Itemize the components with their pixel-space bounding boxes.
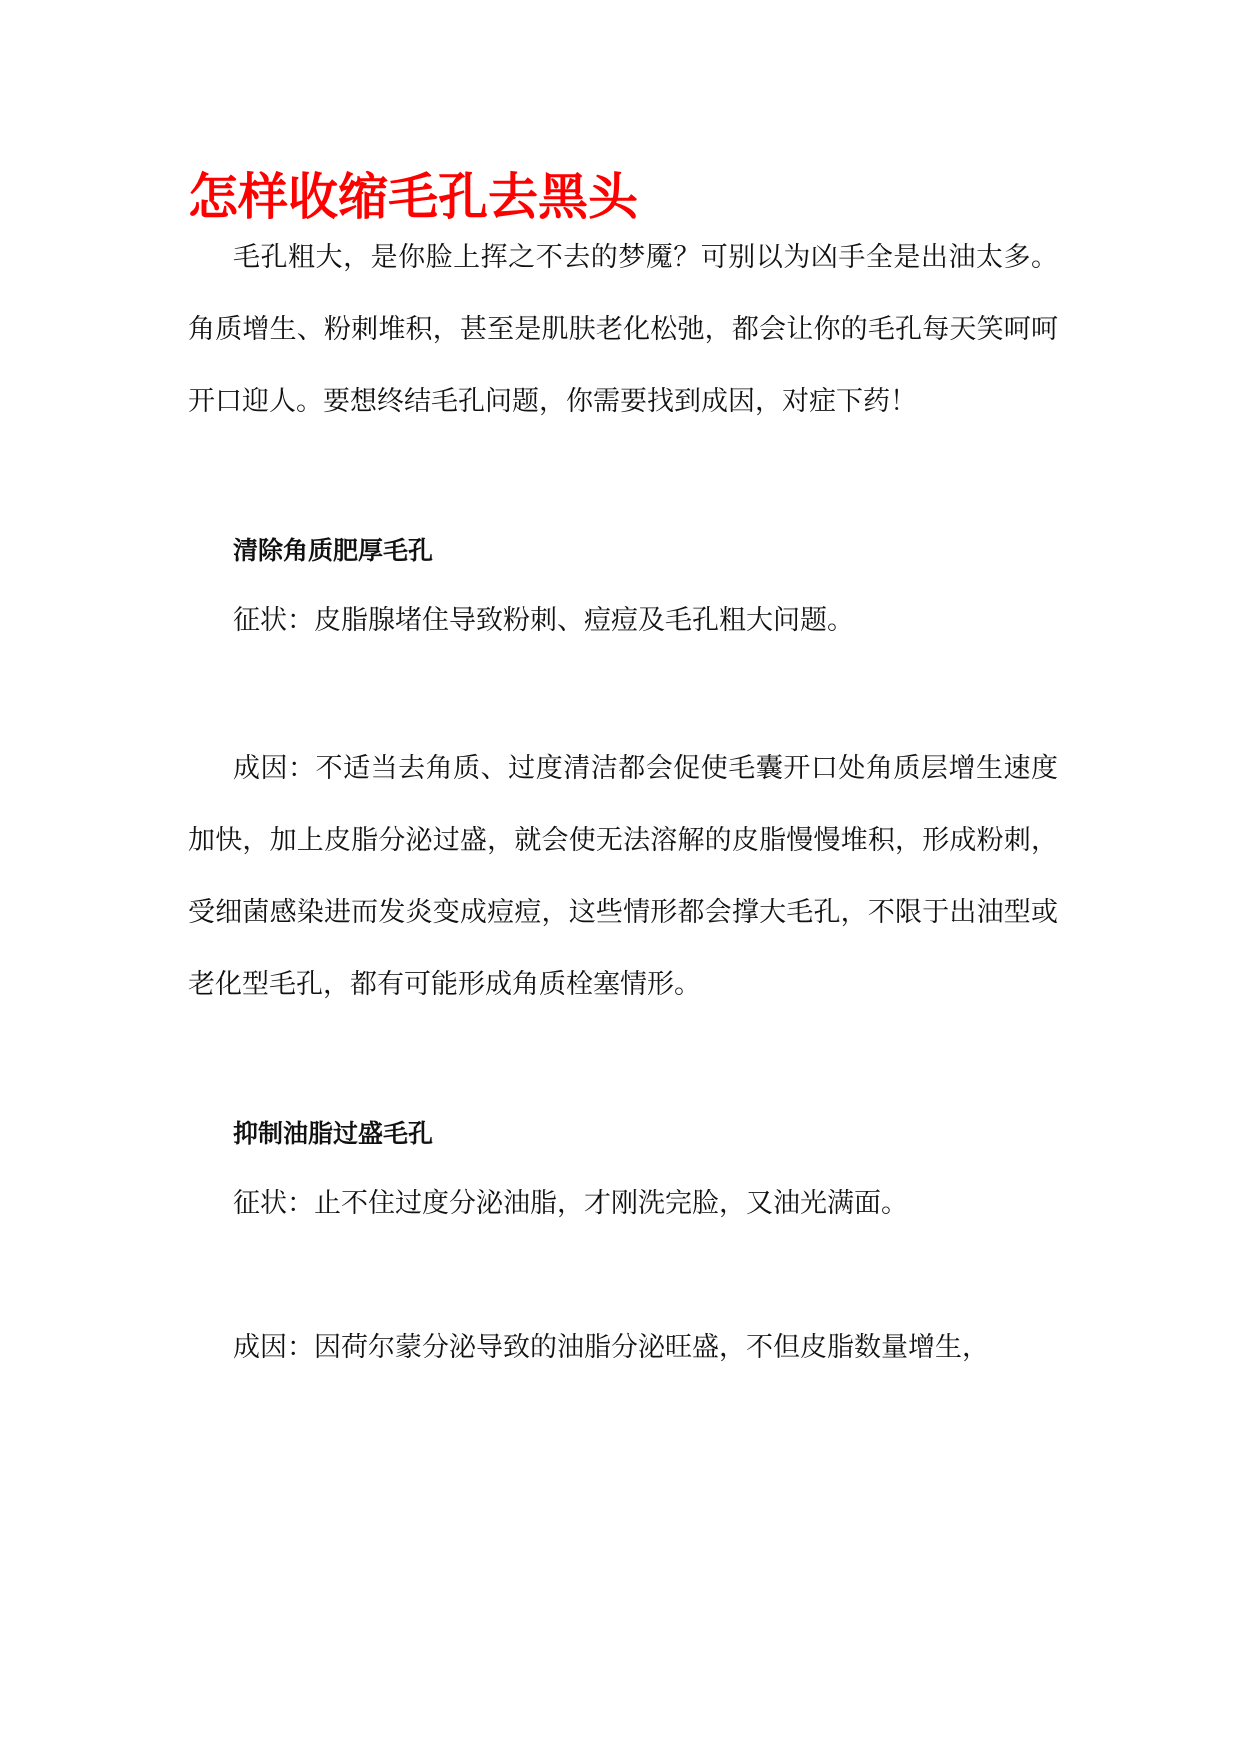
section-1-symptom: 征状：皮脂腺堵住导致粉刺、痘痘及毛孔粗大问题。 xyxy=(233,605,854,636)
section-2-cause: 成因：因荷尔蒙分泌导致的油脂分泌旺盛，不但皮脂数量增生， xyxy=(233,1332,989,1363)
intro-paragraph: 毛孔粗大，是你脸上挥之不去的梦魇？可别以为凶手全是出油太多。角质增生、粉刺堆积，甚至是肌肤老化松弛，都会让你的毛孔每天笑呵呵开口迎人。要想终结毛孔问题，你需要找到成因，对症下药！ xyxy=(188,242,1058,417)
section-1-cause: 成因：不适当去角质、过度清洁都会促使毛囊开口处角质层增生速度加快，加上皮脂分泌过盛，就会使无法溶解的皮脂慢慢堆积，形成粉刺，受细菌感染进而发炎变成痘痘，这些情形都会撑大毛孔，不限于出油型或老化型毛孔，都有可能形成角质栓塞情形。 xyxy=(188,753,1058,1000)
section-heading-oil-control: 抑制油脂过盛毛孔 xyxy=(233,1119,434,1148)
section-heading-exfoliate: 清除角质肥厚毛孔 xyxy=(233,536,434,565)
document-title: 怎样收缩毛孔去黑头 xyxy=(188,167,638,226)
section-2-symptom: 征状：止不住过度分泌油脂，才刚洗完脸，又油光满面。 xyxy=(233,1188,908,1219)
